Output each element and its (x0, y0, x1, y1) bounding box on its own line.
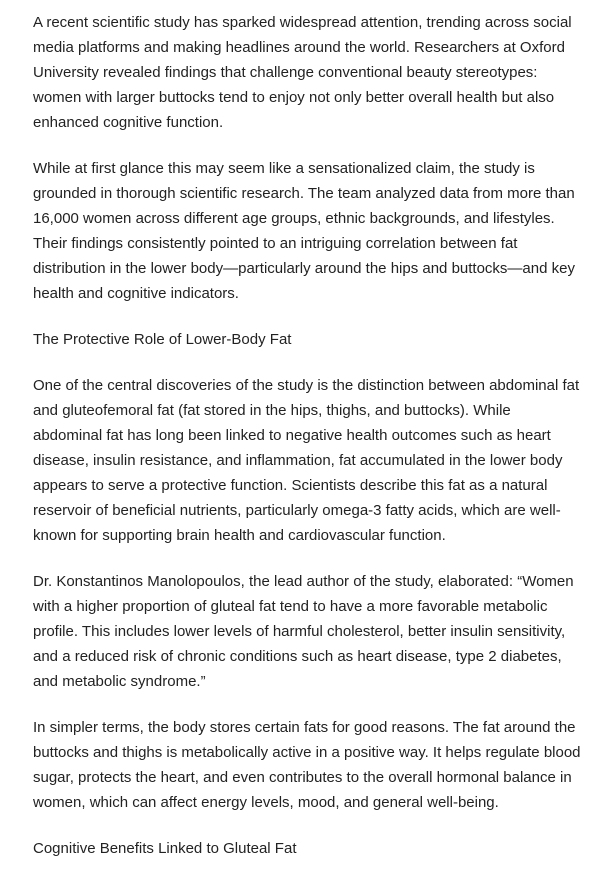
section-heading-protective-role: The Protective Role of Lower-Body Fat (33, 331, 292, 348)
article-body (33, 10, 583, 882)
paragraph-study-data: While at first glance this may seem like a sensationalized claim, the study is grounded in thorough scientific research. The team analyzed data from more than 16,000 women across different age groups, ethnic backgrounds, and lifestyles. Their findings consistently pointed to an intriguing correlation between fat distribution in the lower body—particularly around the hips and buttocks—and key health and cognitive indicators. (33, 160, 575, 302)
section-heading-cognitive-benefits: Cognitive Benefits Linked to Gluteal Fat (33, 840, 297, 857)
paragraph-simpler-terms: In simpler terms, the body stores certain fats for good reasons. The fat around the buttocks and thighs is metabolically active in a positive way. It helps regulate blood sugar, protects the heart, and even contributes to the overall hormonal balance in women, which can affect energy levels, mood, and general well-being. (33, 719, 581, 811)
paragraph-abdominal-vs-gluteofemoral: One of the central discoveries of the study is the distinction between abdominal fat and gluteofemoral fat (fat stored in the hips, thighs, and buttocks). While abdominal fat has long been linked to negative health outcomes such as heart disease, insulin resistance, and inflammation, fat accumulated in the lower body appears to serve a protective function. Scientists describe this fat as a natural reservoir of beneficial nutrients, particularly omega-3 fatty acids, which are well-known for supporting brain health and cardiovascular function. (33, 377, 580, 544)
paragraph-intro: A recent scientific study has sparked widespread attention, trending across social media platforms and making headlines around the world. Researchers at Oxford University revealed findings that challenge conventional beauty stereotypes: women with larger buttocks tend to enjoy not only better overall health but also enhanced cognitive function. (33, 14, 572, 131)
paragraph-lead-author-quote: Dr. Konstantinos Manolopoulos, the lead author of the study, elaborated: “Women with a higher proportion of gluteal fat tend to have a more favorable metabolic profile. This includes lower levels of harmful cholesterol, better insulin sensitivity, and a reduced risk of chronic conditions such as heart disease, type 2 diabetes, and metabolic syndrome.” (33, 573, 574, 690)
